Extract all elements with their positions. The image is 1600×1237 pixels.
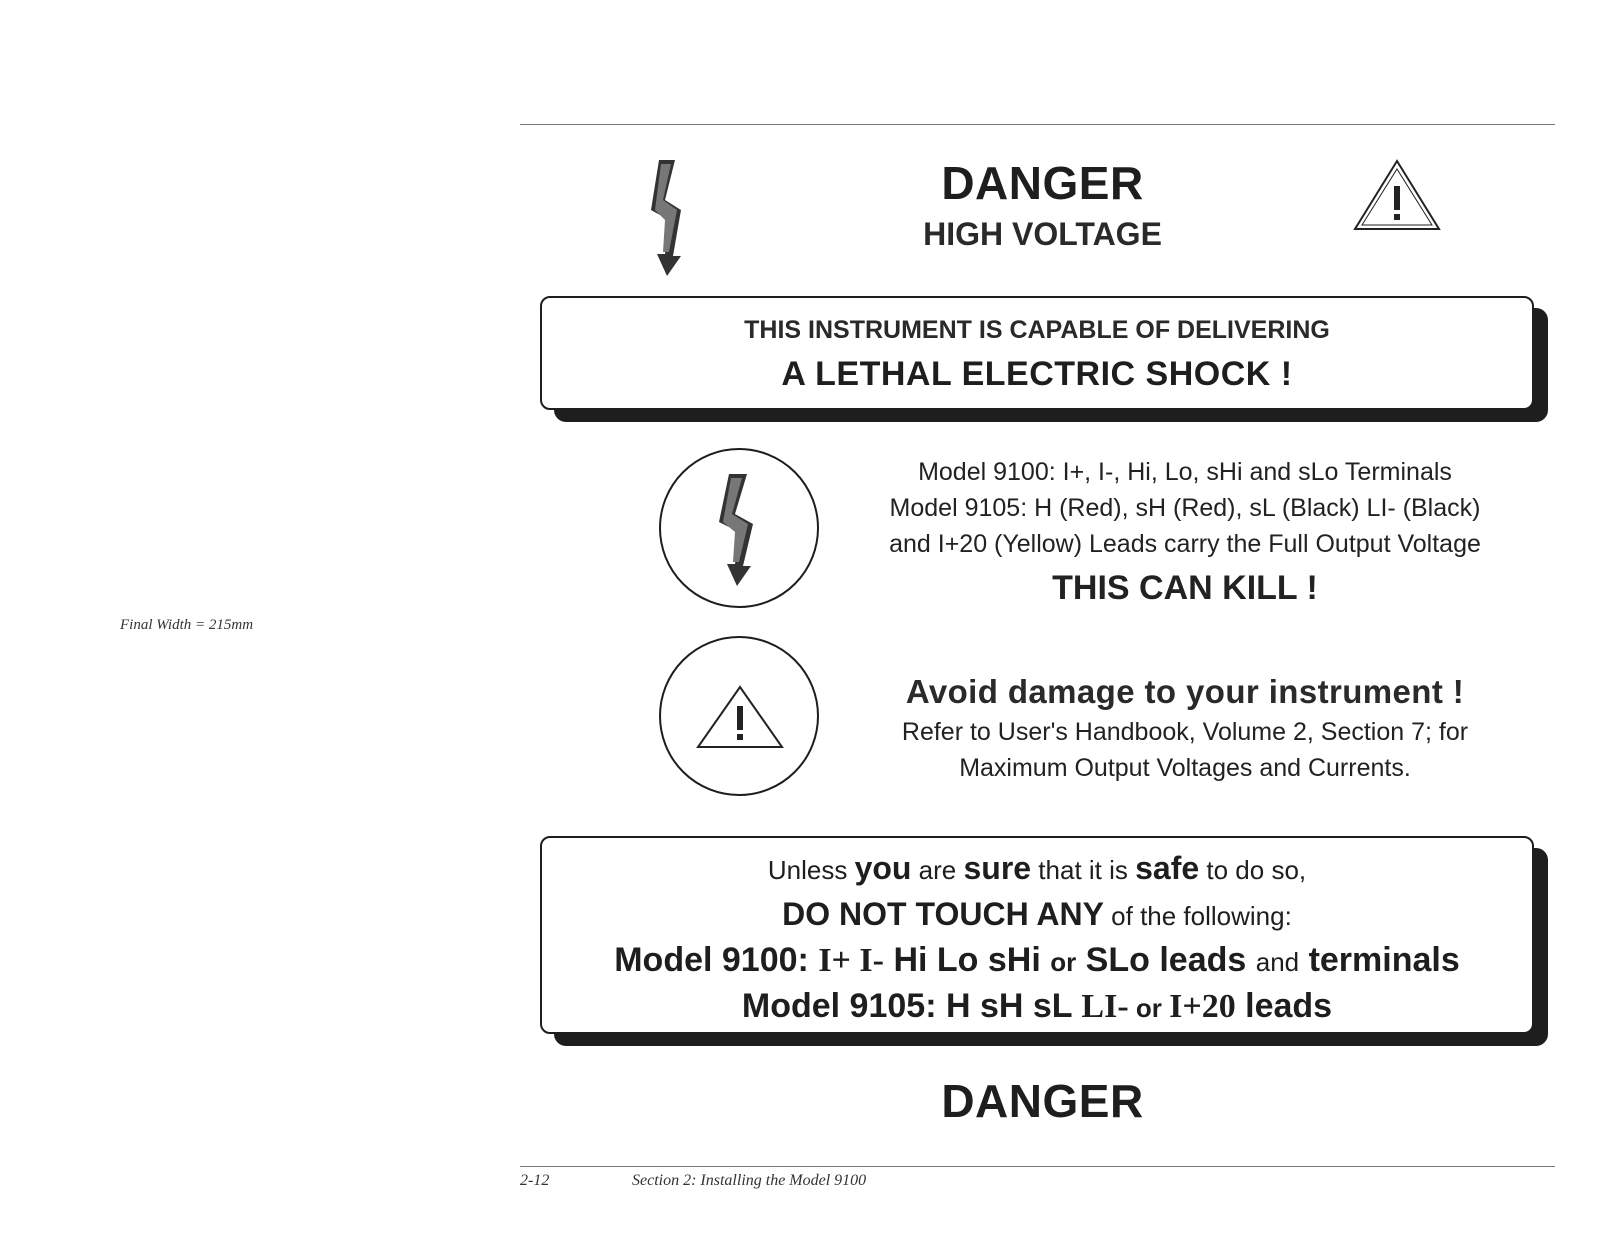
text: that it is bbox=[1031, 855, 1136, 885]
warning-triangle-icon bbox=[695, 684, 785, 750]
box-panel bbox=[540, 836, 1534, 1034]
text-and: and bbox=[1255, 947, 1300, 977]
text: of the following: bbox=[1103, 901, 1292, 931]
terminal-list: SLo leads bbox=[1076, 941, 1256, 979]
text: are bbox=[911, 855, 964, 885]
leads: leads bbox=[1235, 987, 1333, 1025]
lightning-bolt-icon bbox=[713, 472, 769, 588]
warning-triangle-circle-icon bbox=[659, 636, 819, 796]
box2-line1 bbox=[542, 846, 1532, 892]
terminal-i: I+ I- bbox=[818, 942, 884, 979]
top-rule bbox=[520, 124, 1555, 125]
emphasis-sure: sure bbox=[963, 850, 1032, 886]
text: : bbox=[797, 941, 819, 979]
damage-warning-text bbox=[835, 670, 1535, 786]
emphasis-safe: safe bbox=[1135, 850, 1200, 886]
lethal-shock-box bbox=[540, 296, 1548, 422]
terminals: terminals bbox=[1299, 941, 1460, 979]
bottom-danger-title: DANGER bbox=[941, 1075, 1144, 1127]
box1-line2: A LETHAL ELECTRIC SHOCK ! bbox=[781, 355, 1293, 393]
model-9105: Model 9105 bbox=[741, 987, 926, 1025]
warning-triangle-icon bbox=[1352, 158, 1442, 232]
text-or: or bbox=[1128, 993, 1170, 1023]
avoid-damage-title: Avoid damage to your instrument ! bbox=[905, 673, 1465, 710]
text-or: or bbox=[1050, 947, 1077, 977]
damage-line2: Maximum Output Voltages and Currents. bbox=[959, 754, 1411, 782]
do-not-touch-box bbox=[540, 836, 1548, 1046]
model-9100: Model 9100 bbox=[614, 941, 798, 979]
box2-line4 bbox=[542, 984, 1532, 1030]
terminal-list: Hi Lo sHi bbox=[884, 941, 1051, 979]
lightning-bolt-circle-icon bbox=[659, 448, 819, 608]
text: Unless bbox=[767, 855, 855, 885]
bottom-rule bbox=[520, 1166, 1555, 1167]
danger-title: DANGER bbox=[941, 157, 1144, 209]
box-panel bbox=[540, 296, 1534, 410]
damage-line1: Refer to User's Handbook, Volume 2, Section 7; for bbox=[901, 718, 1469, 746]
lead-list: H sH sL bbox=[945, 987, 1082, 1025]
voltage-line2: Model 9105: H (Red), sH (Red), sL (Black) LI- (Black) bbox=[889, 494, 1481, 522]
voltage-warning-text bbox=[835, 454, 1535, 606]
do-not-touch: DO NOT TOUCH ANY bbox=[782, 896, 1104, 932]
text: to do so, bbox=[1199, 855, 1307, 885]
side-note: Final Width = 215mm bbox=[120, 617, 254, 633]
lead-li: LI- bbox=[1081, 988, 1129, 1025]
lead-i20: I+20 bbox=[1169, 988, 1236, 1025]
text: : bbox=[925, 987, 946, 1025]
this-can-kill: THIS CAN KILL ! bbox=[1052, 569, 1318, 607]
high-voltage-subtitle: HIGH VOLTAGE bbox=[923, 216, 1162, 252]
voltage-line1: Model 9100: I+, I-, Hi, Lo, sHi and sLo Terminals bbox=[918, 458, 1452, 486]
box2-line2 bbox=[542, 892, 1532, 938]
page-number: 2-12 bbox=[520, 1172, 550, 1189]
box2-line3 bbox=[542, 938, 1532, 984]
voltage-line3: and I+20 (Yellow) Leads carry the Full Output Voltage bbox=[889, 530, 1481, 558]
emphasis-you: you bbox=[854, 850, 912, 886]
section-title: Section 2: Installing the Model 9100 bbox=[632, 1172, 867, 1189]
box1-line1: THIS INSTRUMENT IS CAPABLE OF DELIVERING bbox=[744, 316, 1330, 344]
